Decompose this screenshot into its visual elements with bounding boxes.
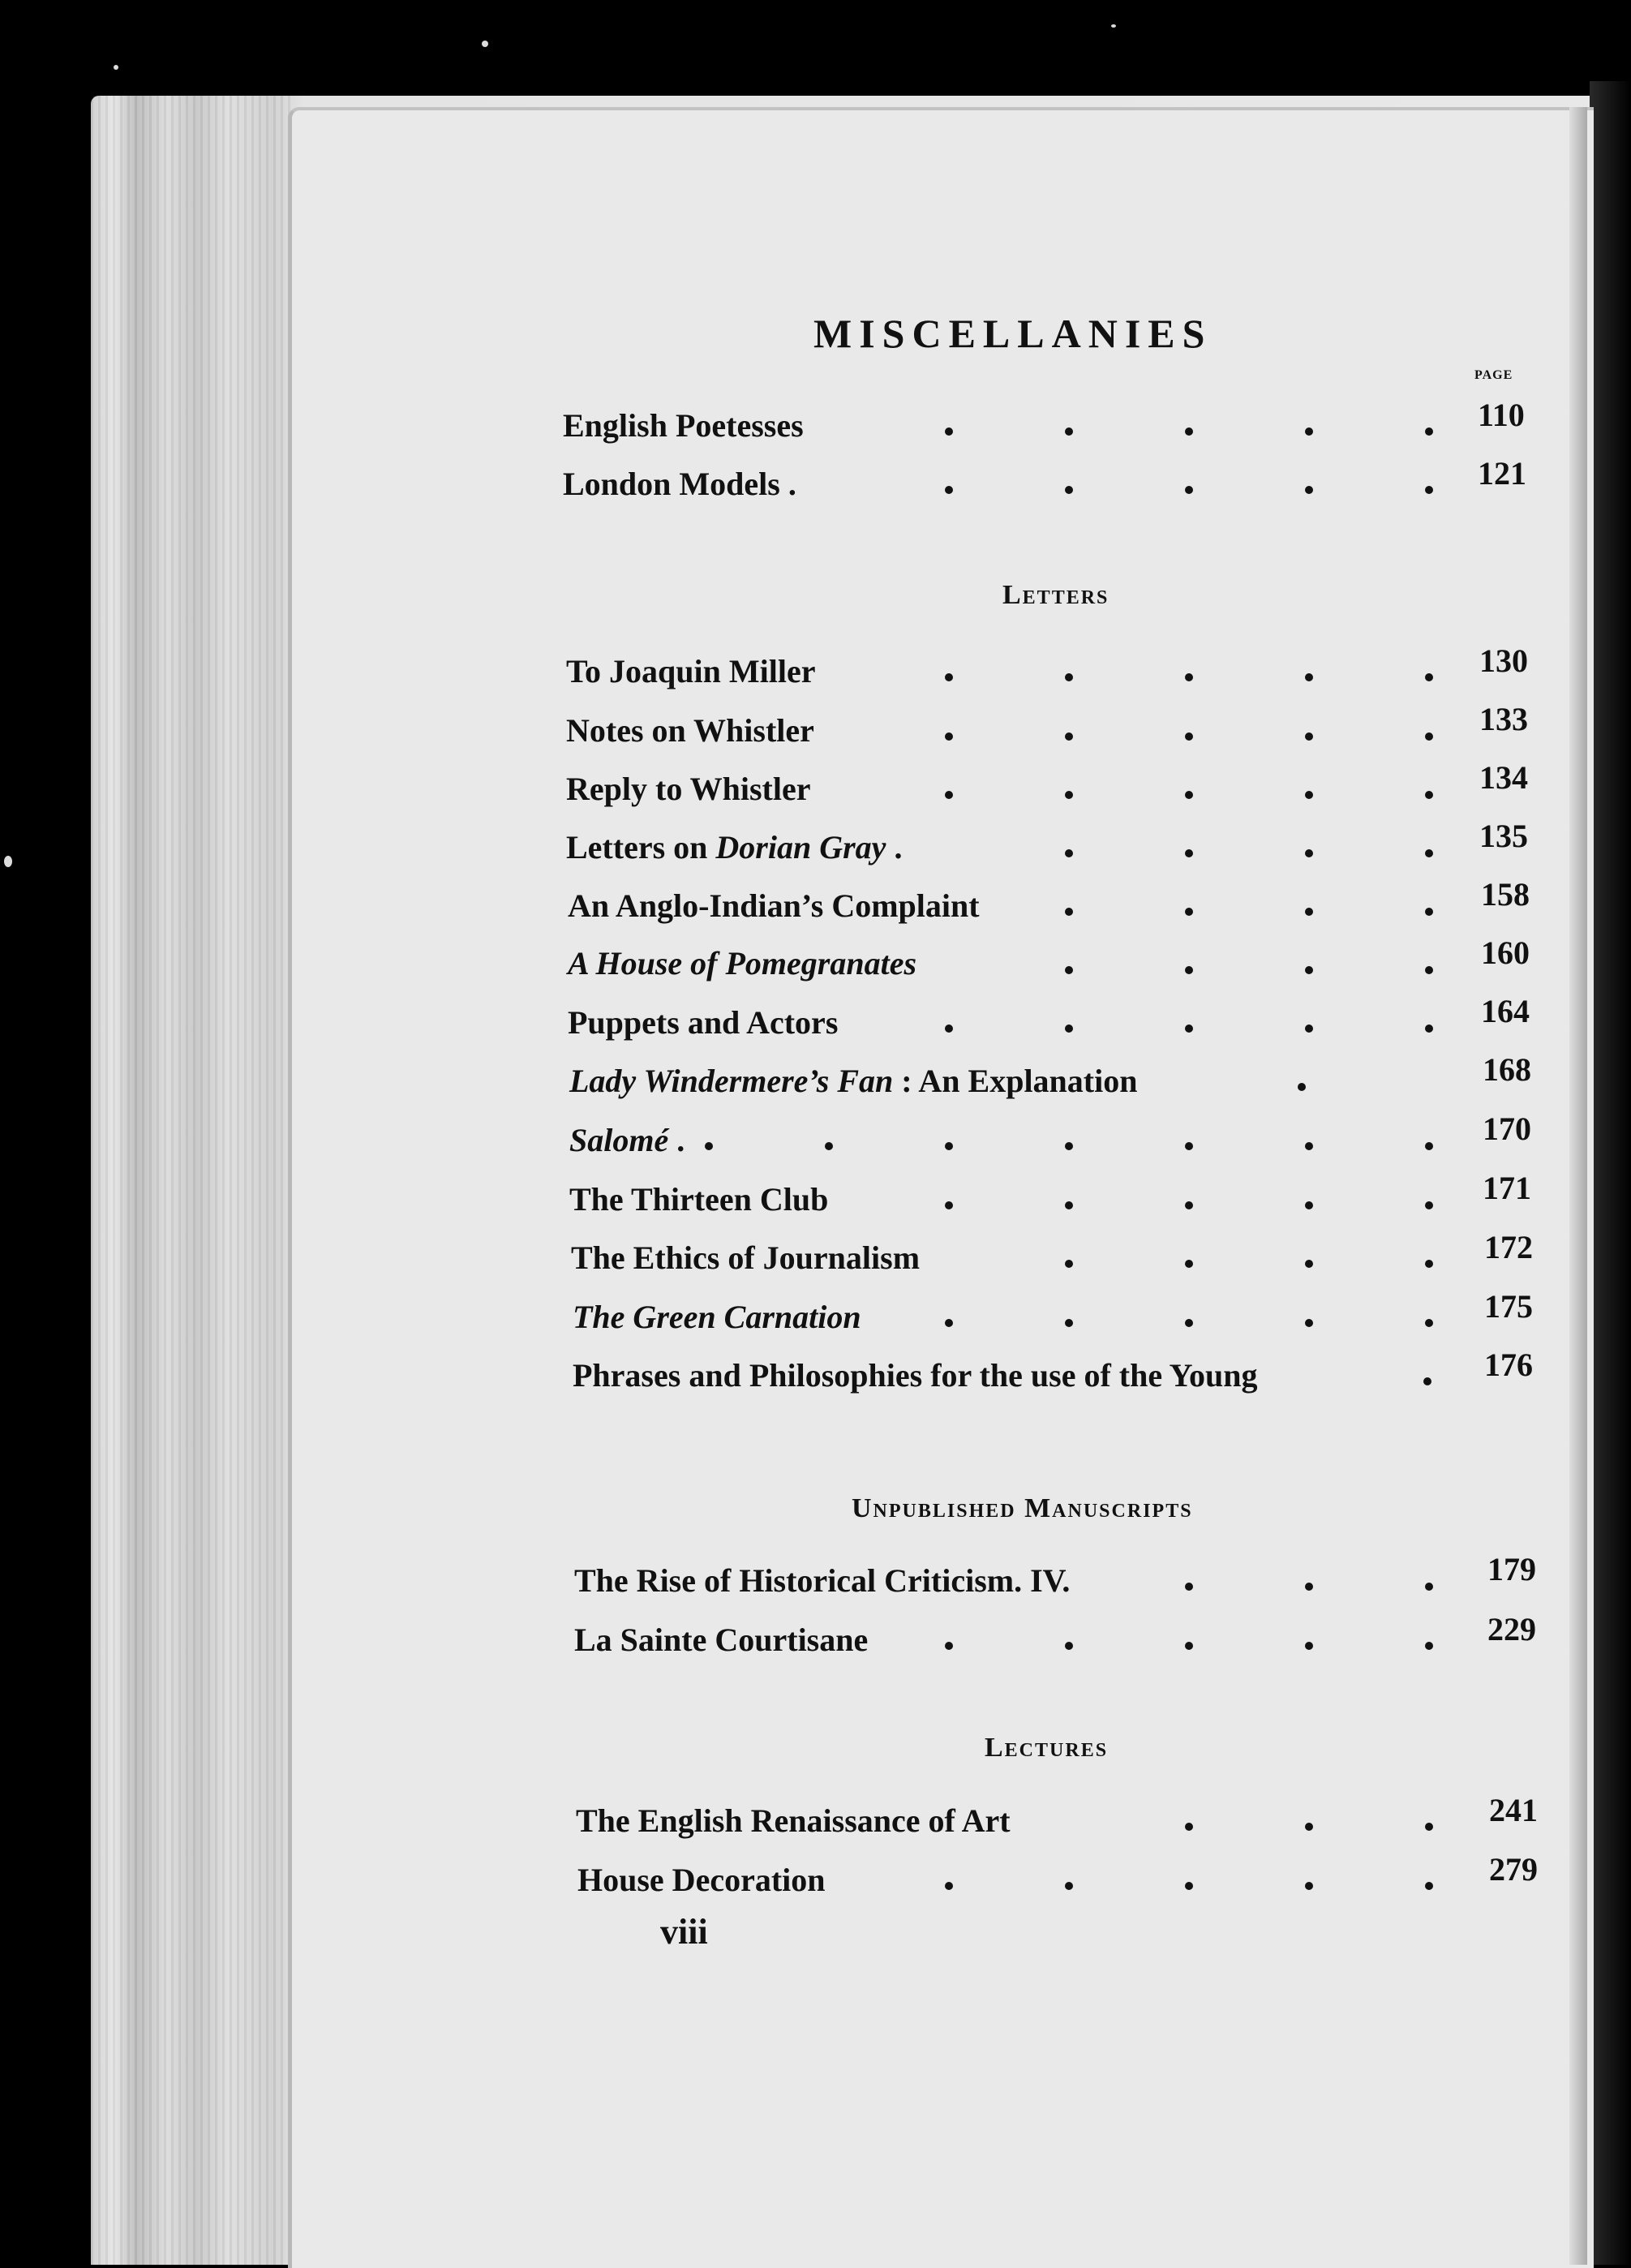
leader-dot — [1425, 1583, 1433, 1591]
leader-dot — [1425, 486, 1433, 494]
leader-dot — [1305, 1024, 1313, 1033]
leader-dot — [1065, 966, 1073, 974]
leader-dot — [1185, 966, 1193, 974]
scan-speck — [114, 65, 118, 70]
leader-dot — [705, 1142, 713, 1150]
leader-dot — [1425, 732, 1433, 741]
section-heading-lectures: Lectures — [985, 1733, 1109, 1763]
leader-dot — [1305, 1201, 1313, 1209]
scan-speck — [1111, 24, 1116, 28]
toc-entry-title: The Thirteen Club — [569, 1181, 829, 1218]
leader-dot — [1305, 1583, 1313, 1591]
leader-dot — [945, 1642, 953, 1650]
leader-dot — [1065, 849, 1073, 857]
leader-dot — [945, 427, 953, 436]
toc-entry-page: 160 — [1481, 934, 1530, 971]
leader-dot — [1298, 1083, 1306, 1091]
leader-dot — [825, 1142, 833, 1150]
toc-entry-page: 135 — [1479, 818, 1528, 854]
toc-entry-title: London Models . — [563, 466, 796, 502]
page-title: MISCELLANIES — [813, 311, 1213, 356]
leader-dot — [1065, 908, 1073, 916]
leader-dot — [1185, 1319, 1193, 1327]
leader-dot — [1305, 791, 1313, 799]
toc-entry-title — [566, 831, 902, 864]
toc-entry-title: Puppets and Actors — [568, 1004, 839, 1041]
leader-dot — [1425, 1882, 1433, 1890]
leader-dot — [1065, 1319, 1073, 1327]
toc-entry-title: An Anglo-Indian’s Complaint — [568, 887, 980, 924]
leader-dot — [1305, 1260, 1313, 1268]
toc-entry-title: La Sainte Courtisane — [574, 1622, 869, 1658]
leader-dot — [1305, 908, 1313, 916]
page-edge-shading — [91, 96, 294, 2265]
toc-entry-title-part: Letters on — [566, 829, 716, 866]
leader-dot — [1305, 849, 1313, 857]
toc-entry-title — [569, 1124, 685, 1157]
toc-entry-title-part: . — [668, 1122, 685, 1158]
leader-dot — [945, 486, 953, 494]
leader-dot — [1185, 1024, 1193, 1033]
toc-entry-page: 171 — [1483, 1170, 1531, 1206]
toc-entry-title-italic: Dorian Gray — [715, 829, 886, 866]
leader-dot — [945, 791, 953, 799]
leader-dot — [1185, 1583, 1193, 1591]
toc-entry-page: 176 — [1484, 1347, 1533, 1383]
leader-dot — [1425, 966, 1433, 974]
leader-dot — [1185, 486, 1193, 494]
leader-dot — [1185, 1823, 1193, 1831]
leader-dot — [1305, 1142, 1313, 1150]
leader-dot — [1425, 673, 1433, 681]
page-right-edge — [1569, 107, 1587, 2265]
leader-dot — [945, 1201, 953, 1209]
leader-dot — [945, 732, 953, 741]
toc-entry-title-italic: The Green Carnation — [573, 1299, 861, 1335]
toc-entry-page: 168 — [1483, 1051, 1531, 1088]
leader-dot — [1305, 427, 1313, 436]
leader-dot — [1185, 1142, 1193, 1150]
leader-dot — [1305, 673, 1313, 681]
leader-dot — [1065, 791, 1073, 799]
scan-speck — [4, 856, 12, 867]
scan-speck — [482, 41, 488, 47]
book-page — [288, 107, 1594, 2268]
leader-dot — [945, 1024, 953, 1033]
toc-entry-page: 279 — [1489, 1851, 1538, 1888]
section-heading-unpublished-manuscripts: Unpublished Manuscripts — [852, 1493, 1193, 1523]
leader-dot — [1065, 1260, 1073, 1268]
toc-entry-title: The Ethics of Journalism — [571, 1239, 921, 1276]
leader-dot — [1425, 1142, 1433, 1150]
leader-dot — [1305, 1882, 1313, 1890]
toc-entry-page: 134 — [1479, 759, 1528, 796]
toc-entry-title-italic: Lady Windermere’s Fan — [569, 1063, 894, 1099]
leader-dot — [1185, 791, 1193, 799]
toc-entry-page: 170 — [1483, 1110, 1531, 1147]
leader-dot — [1425, 791, 1433, 799]
leader-dot — [945, 673, 953, 681]
leader-dot — [1185, 1260, 1193, 1268]
toc-entry-page: 241 — [1489, 1792, 1538, 1828]
right-binding-shadow — [1590, 81, 1631, 2265]
toc-entry-page: 229 — [1487, 1611, 1536, 1647]
toc-entry-title-part: . — [886, 829, 903, 866]
toc-entry-title: The English Renaissance of Art — [576, 1802, 1011, 1839]
toc-entry-page: 172 — [1484, 1229, 1533, 1265]
leader-dot — [1425, 849, 1433, 857]
toc-entry-title: Notes on Whistler — [566, 712, 814, 749]
leader-dot — [1065, 1642, 1073, 1650]
page-column-heading: PAGE — [1474, 368, 1513, 382]
leader-dot — [1065, 673, 1073, 681]
leader-dot — [1425, 1823, 1433, 1831]
leader-dot — [1425, 1201, 1433, 1209]
toc-entry-title: To Joaquin Miller — [566, 653, 816, 689]
leader-dot — [1425, 1642, 1433, 1650]
toc-entry-title-part: : An Explanation — [893, 1063, 1138, 1099]
toc-entry-title — [573, 1301, 861, 1334]
toc-entry-title-italic: Salomé — [569, 1122, 669, 1158]
leader-dot — [945, 1882, 953, 1890]
leader-dot — [1065, 427, 1073, 436]
toc-entry-title: Phrases and Philosophies for the use of the Young — [573, 1357, 1258, 1394]
page-folio: viii — [660, 1912, 708, 1952]
leader-dot — [1305, 486, 1313, 494]
leader-dot — [1065, 1024, 1073, 1033]
toc-entry-page: 133 — [1479, 701, 1528, 737]
toc-entry-title — [568, 947, 916, 980]
leader-dot — [945, 1319, 953, 1327]
leader-dot — [1065, 732, 1073, 741]
leader-dot — [1065, 486, 1073, 494]
toc-entry-title: English Poetesses — [563, 407, 804, 444]
toc-entry-page: 130 — [1479, 642, 1528, 679]
toc-entry-page: 179 — [1487, 1551, 1536, 1587]
leader-dot — [1425, 1024, 1433, 1033]
toc-entry-page: 121 — [1478, 455, 1526, 492]
leader-dot — [1425, 1260, 1433, 1268]
toc-entry-title — [569, 1065, 1137, 1097]
toc-entry-page: 158 — [1481, 876, 1530, 913]
toc-entry-title: The Rise of Historical Criticism. IV. — [574, 1562, 1071, 1599]
leader-dot — [1185, 427, 1193, 436]
toc-entry-page: 175 — [1484, 1288, 1533, 1325]
leader-dot — [1425, 908, 1433, 916]
leader-dot — [1425, 427, 1433, 436]
leader-dot — [1185, 849, 1193, 857]
leader-dot — [1185, 1642, 1193, 1650]
leader-dot — [945, 1142, 953, 1150]
leader-dot — [1305, 732, 1313, 741]
leader-dot — [1305, 966, 1313, 974]
toc-entry-page: 164 — [1481, 993, 1530, 1029]
leader-dot — [1185, 673, 1193, 681]
leader-dot — [1185, 908, 1193, 916]
leader-dot — [1185, 1882, 1193, 1890]
leader-dot — [1185, 732, 1193, 741]
section-heading-letters: Letters — [1002, 580, 1110, 610]
leader-dot — [1425, 1319, 1433, 1327]
toc-entry-title: House Decoration — [577, 1862, 826, 1898]
toc-entry-page: 110 — [1478, 397, 1525, 433]
toc-entry-title-italic: A House of Pomegranates — [568, 945, 917, 982]
leader-dot — [1423, 1377, 1431, 1385]
leader-dot — [1065, 1201, 1073, 1209]
leader-dot — [1305, 1642, 1313, 1650]
leader-dot — [1065, 1142, 1073, 1150]
leader-dot — [1185, 1201, 1193, 1209]
leader-dot — [1065, 1882, 1073, 1890]
leader-dot — [1305, 1823, 1313, 1831]
leader-dot — [1305, 1319, 1313, 1327]
toc-entry-title: Reply to Whistler — [566, 771, 811, 807]
